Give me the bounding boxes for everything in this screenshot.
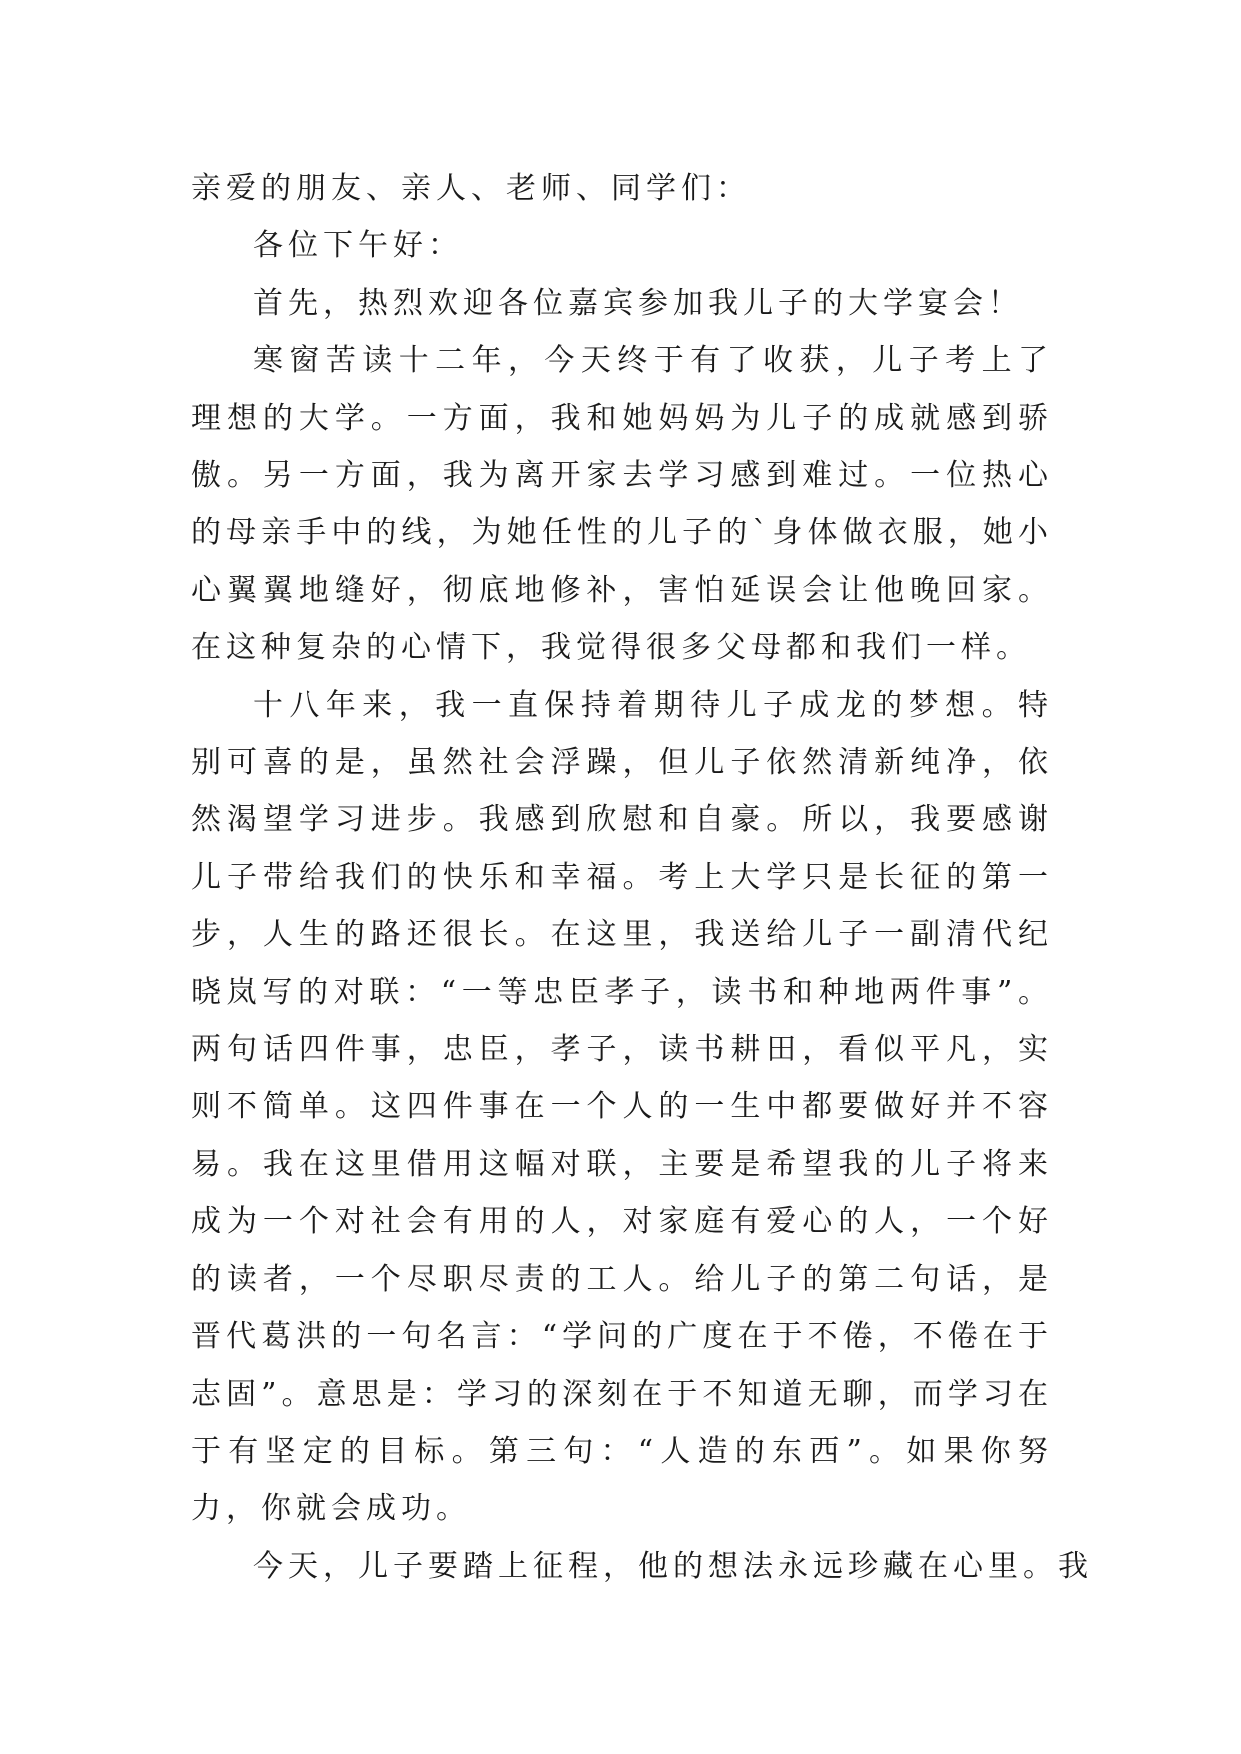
body-paragraph-closing: 今天，儿子要踏上征程，他的想法永远珍藏在心里。我: [253, 1548, 1093, 1584]
greeting-paragraph: 各位下午好：: [253, 228, 463, 264]
document-body: [191, 160, 1093, 1595]
body-paragraph-advice: 十八年来，我一直保持着期待儿子成龙的梦想。特别可喜的是，虽然社会浮躁，但儿子依然清新纯净，依然渴望学习进步。我感到欣慰和自豪。所以，我要感谢儿子带给我们的快乐和幸福。考上大学只是长征的第一步，人生的路还很长。在这里，我送给儿子一副清代纪晓岚写的对联：“一等忠臣孝子，读书和种地两件事”。两句话四件事，忠臣，孝子，读书耕田，看似平凡，实则不简单。这四件事在一个人的一生中都要做好并不容易。我在这里借用这幅对联，主要是希望我的儿子将来成为一个对社会有用的人，对家庭有爱心的人，一个好的读者，一个尽职尽责的工人。给儿子的第二句话，是晋代葛洪的一句名言：“学问的广度在于不倦，不倦在于志固”。意思是：学习的深刻在于不知道无聊，而学习在于有坚定的目标。第三句：“人造的东西”。如果你努力，你就会成功。: [191, 687, 1053, 1527]
salutation-line: 亲爱的朋友、亲人、老师、同学们：: [191, 171, 751, 206]
body-paragraph-admission: 寒窗苦读十二年，今天终于有了收获，儿子考上了理想的大学。一方面，我和她妈妈为儿子的成就感到骄傲。另一方面，我为离开家去学习感到难过。一位热心的母亲手中的线，为她任性的儿子的`身体做衣服，她小心翼翼地缝好，彻底地修补，害怕延误会让他晚回家。在这种复杂的心情下，我觉得很多父母都和我们一样。: [191, 343, 1053, 666]
welcome-paragraph: 首先，热烈欢迎各位嘉宾参加我儿子的大学宴会！: [253, 285, 1023, 321]
